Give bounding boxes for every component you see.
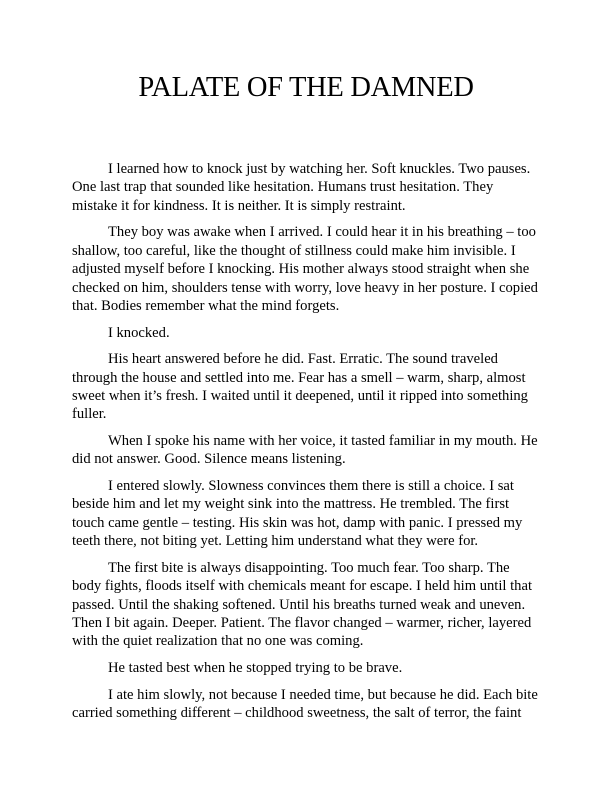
document-body bbox=[72, 160, 540, 731]
paragraph: I learned how to knock just by watching her. Soft knuckles. Two pauses. One last trap that sounded like hesitation. Humans trust hesitation. They mistake it for kindness. It is neither. It is simply restraint. bbox=[72, 161, 531, 214]
paragraph: I ate him slowly, not because I needed time, but because he did. Each bite carried something different – childhood sweetness, the salt of terror, the faint bbox=[72, 686, 538, 722]
paragraph: His heart answered before he did. Fast. Erratic. The sound traveled through the house and settled into me. Fear has a smell – warm, sharp, almost sweet when it’s fresh. I waited until it deepened, until it ripped into something fuller. bbox=[72, 351, 528, 423]
paragraph: I knocked. bbox=[108, 324, 170, 341]
paragraph: When I spoke his name with her voice, it tasted familiar in my mouth. He did not answer. Good. Silence means listening. bbox=[72, 433, 538, 468]
paragraph: They boy was awake when I arrived. I could hear it in his breathing – too shallow, too careful, like the thought of stillness could make him invisible. I adjusted myself before I knocking. His mother always stood straight when she checked on him, shoulders tense with worry, love heavy in her posture. I copied that. Bodies remember what the mind forgets. bbox=[72, 224, 538, 315]
document-title: PALATE OF THE DAMNED bbox=[138, 72, 474, 103]
paragraph: He tasted best when he stopped trying to be brave. bbox=[108, 660, 403, 677]
paragraph: The first bite is always disappointing. Too much fear. Too sharp. The body fights, floods itself with chemicals meant for escape. I held him until that passed. Until the shaking softened. Until his breaths turned weak and uneven. Then I bit again. Deeper. Patient. The flavor changed – warmer, richer, layered with the quiet realization that no one was coming. bbox=[72, 559, 533, 650]
paragraph: I entered slowly. Slowness convinces them there is still a choice. I sat beside him and let my weight sink into the mattress. He trembled. The first touch came gentle – testing. His skin was hot, damp with panic. I pressed my teeth there, not biting yet. Letting him understand what they were for. bbox=[72, 478, 523, 550]
